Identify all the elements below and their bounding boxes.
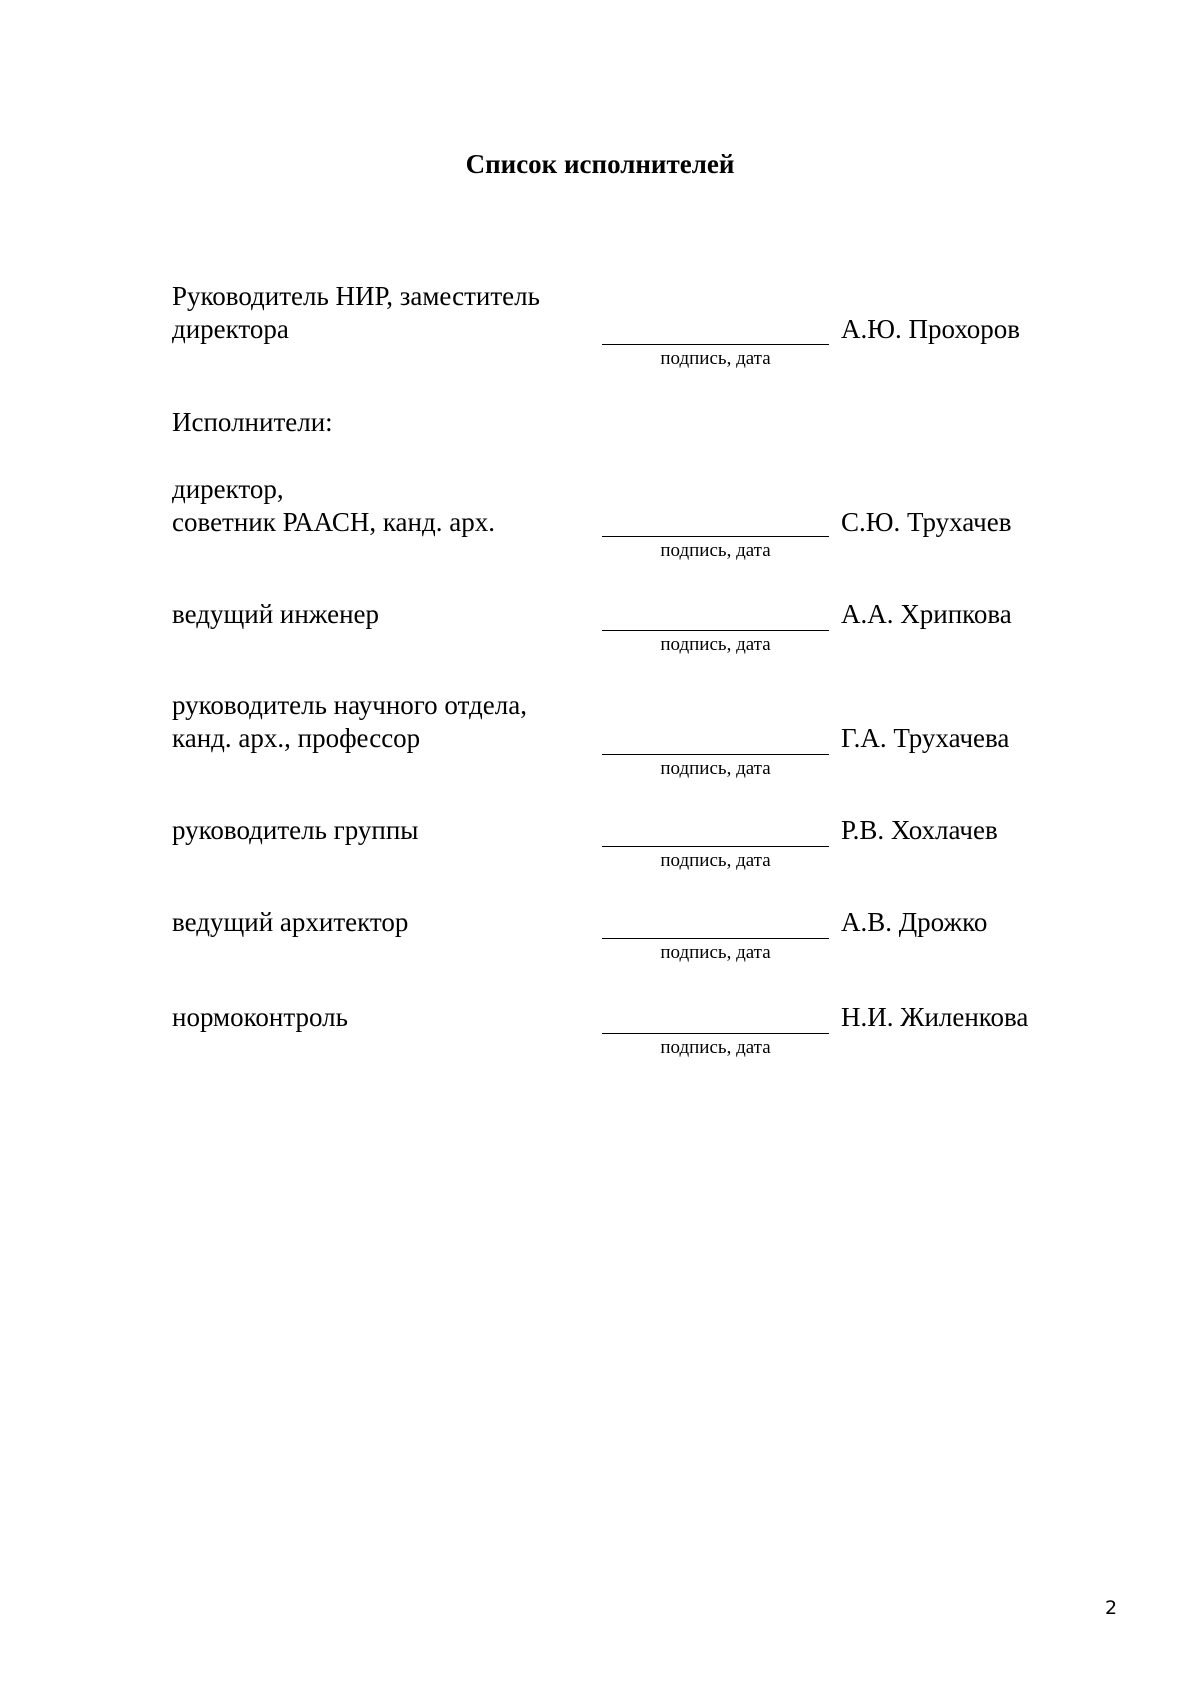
person-name: Г.А. Трухачева xyxy=(841,723,1010,753)
signature-caption: подпись, дата xyxy=(660,634,771,655)
signature-caption: подпись, дата xyxy=(660,540,771,561)
signature-line xyxy=(602,630,829,631)
person-name: А.А. Хрипкова xyxy=(841,599,1012,629)
role-label: руководитель научного отдела, канд. арх., профессор xyxy=(172,690,527,753)
signature-line xyxy=(602,1033,829,1034)
role-label: руководитель группы xyxy=(172,815,419,845)
signature-caption: подпись, дата xyxy=(660,850,771,871)
role-label: директор, советник РААСН, канд. арх. xyxy=(172,474,495,537)
signature-caption: подпись, дата xyxy=(660,1037,771,1058)
signature-line xyxy=(602,344,829,345)
person-name: С.Ю. Трухачев xyxy=(841,507,1012,537)
signature-caption: подпись, дата xyxy=(660,758,771,779)
signature-caption: подпись, дата xyxy=(660,942,771,963)
signature-line xyxy=(602,846,829,847)
signature-line xyxy=(602,754,829,755)
role-label: ведущий инженер xyxy=(172,599,380,629)
page-number: 2 xyxy=(1105,1597,1118,1619)
signature-caption: подпись, дата xyxy=(660,348,771,369)
role-label: ведущий архитектор xyxy=(172,907,409,937)
person-name: Н.И. Жиленкова xyxy=(841,1002,1029,1032)
page-title: Список исполнителей xyxy=(465,149,735,179)
person-name: А.Ю. Прохоров xyxy=(841,314,1021,344)
person-name: Р.В. Хохлачев xyxy=(841,815,998,845)
person-name: А.В. Дрожко xyxy=(841,907,988,937)
executors-heading: Исполнители: xyxy=(172,407,333,437)
role-label: нормоконтроль xyxy=(172,1002,348,1032)
signature-line xyxy=(602,938,829,939)
signature-line xyxy=(602,536,829,537)
role-label: Руководитель НИР, заместитель директора xyxy=(172,281,540,344)
